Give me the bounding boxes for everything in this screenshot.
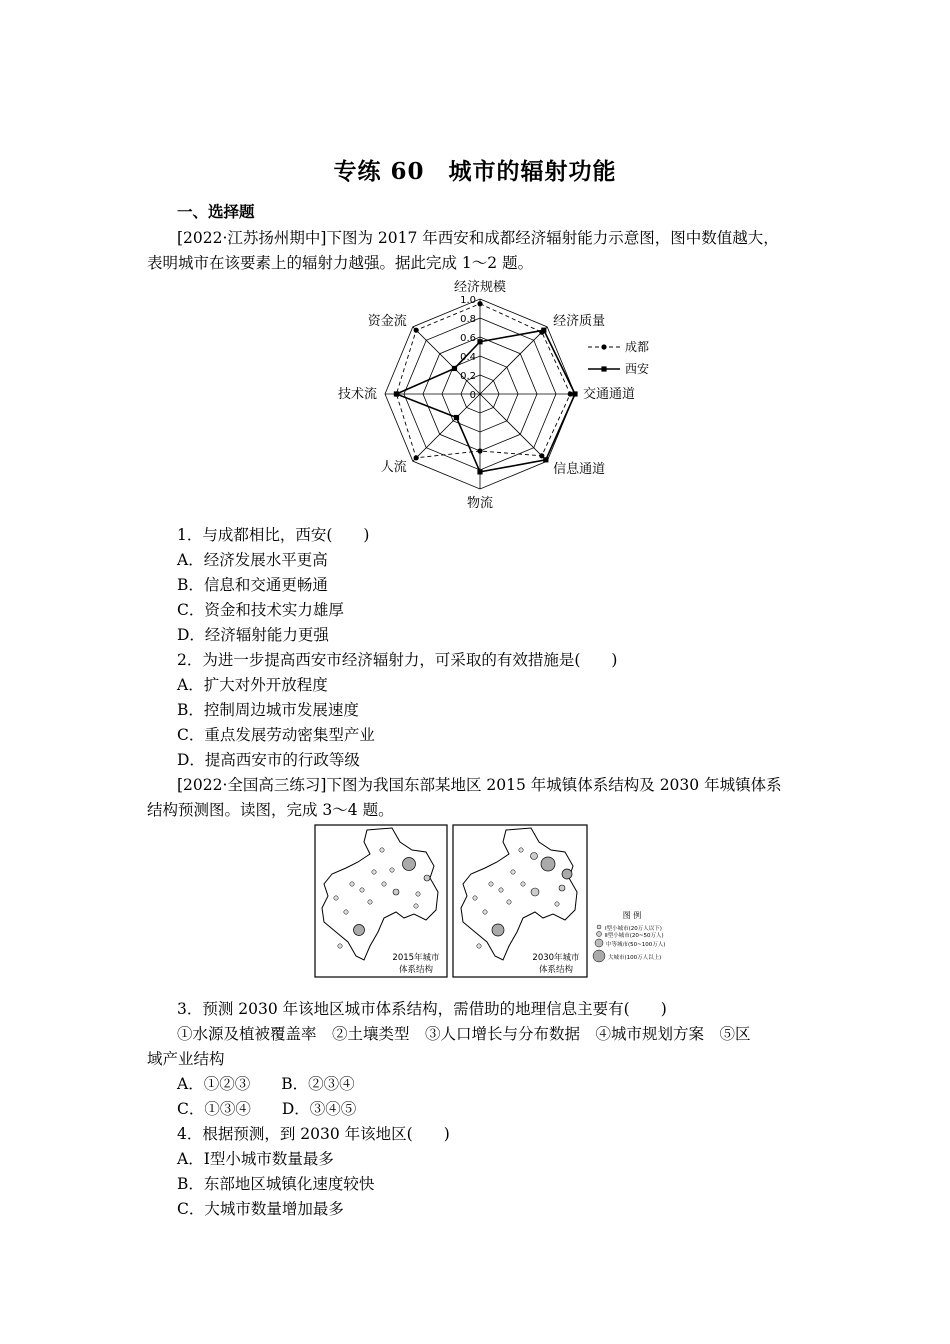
scale-tick: 0.2 [460,371,476,382]
intro2-line1: [2022·全国高三练习]下图为我国东部某地区 2015 年城镇体系结构及 2030 年城镇体系 [177,776,782,794]
q3-line1: ①水源及植被覆盖率 ②土壤类型 ③人口增长与分布数据 ④城市规划方案 ⑤区 [177,1025,751,1043]
intro2-line2: 结构预测图。读图，完成 3～4 题。 [147,801,394,819]
scale-tick: 0 [469,390,476,401]
point-西安 [541,328,546,333]
city-system-maps [312,822,712,982]
radar-chart [320,272,660,512]
q2-stem: 2．为进一步提高西安市经济辐射力，可采取的有效措施是( ) [177,651,618,669]
legend-label: 西安 [625,362,650,376]
legend-marker [601,366,606,371]
map-2030 [453,825,587,977]
point-西安 [477,469,482,474]
point-成都 [477,448,482,453]
q3-line2: 域产业结构 [147,1050,225,1068]
q3-options-row1: A．①②③ B．②③④ [177,1075,355,1093]
scale-tick: 0.4 [460,352,476,363]
scale-tick: 0.6 [460,333,476,344]
q3-stem: 3．预测 2030 年该地区城市体系结构，需借助的地理信息主要有( ) [177,1000,667,1018]
q1-option-a: A．经济发展水平更高 [177,551,328,569]
map-2015-label-2: 体系结构 [398,965,434,975]
page-title: 专练 60 城市的辐射功能 [333,158,617,185]
point-西安 [543,457,548,462]
axis-label: 技术流 [337,387,377,402]
legend-item-1: Ⅰ型小城市(20万人以下) [605,926,662,932]
scale-tick: 0.8 [460,314,476,325]
map-2030-label-2: 体系结构 [538,965,574,975]
legend-item-2: Ⅱ型小城市(20~50万人) [605,933,664,939]
legend-item-4: 大城市(100万人以上) [608,955,662,961]
point-西安 [572,391,577,396]
point-成都 [414,328,419,333]
map-2015-label-1: 2015年城市 [392,953,440,963]
axis-label: 经济规模 [453,280,507,295]
q4-option-a: A．Ⅰ型小城市数量最多 [177,1150,334,1168]
scale-tick: 1.0 [460,295,476,306]
q1-option-c: C．资金和技术实力雄厚 [177,601,344,619]
intro1-line2: 表明城市在该要素上的辐射力越强。据此完成 1～2 题。 [147,254,534,272]
point-成都 [414,455,419,460]
section-heading: 一、选择题 [177,202,255,221]
map-2030-label-1: 2030年城市 [532,953,580,963]
axis-label: 人流 [380,460,407,476]
axis-label: 物流 [466,496,494,511]
point-成都 [568,391,573,396]
axis-label: 经济质量 [553,313,606,329]
map-2015 [315,825,447,977]
axis-label: 交通通道 [583,387,636,402]
point-西安 [477,339,482,344]
point-西安 [394,391,399,396]
legend-label: 成都 [625,340,650,354]
legend-item-3: 中等城市(50~100万人) [606,942,666,948]
q2-option-a: A．扩大对外开放程度 [177,676,328,694]
point-西安 [452,366,457,371]
q2-option-d: D．提高西安市的行政等级 [177,751,360,769]
intro1-line1: [2022·江苏扬州期中]下图为 2017 年西安和成都经济辐射能力示意图，图中数值越大， [177,229,779,247]
q2-option-c: C．重点发展劳动密集型产业 [177,726,375,744]
axis-label: 资金流 [367,313,407,329]
map-legend [593,910,665,962]
q1-stem: 1．与成都相比，西安( ) [177,526,370,544]
q4-option-b: B．东部地区城镇化速度较快 [177,1175,375,1193]
q4-stem: 4．根据预测，到 2030 年该地区( ) [177,1125,450,1143]
series-line-成都 [396,304,570,458]
q1-option-b: B．信息和交通更畅通 [177,576,328,594]
axis-label: 信息通道 [553,462,606,478]
q3-options-row2: C．①③④ D．③④⑤ [177,1100,357,1118]
point-成都 [477,301,482,306]
point-西安 [454,415,459,420]
legend-title: 图 例 [622,911,642,920]
q4-option-c: C．大城市数量增加最多 [177,1200,344,1218]
q2-option-b: B．控制周边城市发展速度 [177,701,359,719]
legend-marker [601,344,606,349]
q1-option-d: D．经济辐射能力更强 [177,626,329,644]
